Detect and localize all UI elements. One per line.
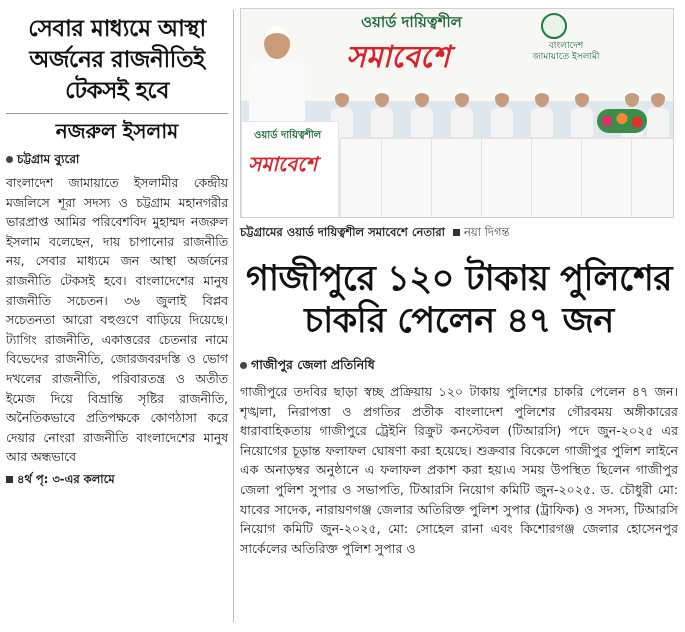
photo-caption <box>240 224 678 240</box>
photo-source: নয়া দিগন্ত <box>464 225 510 239</box>
person-figure <box>411 89 433 137</box>
news-photo[interactable] <box>240 8 674 218</box>
podium <box>241 121 339 218</box>
person-figure <box>531 89 553 137</box>
right-article-body: গাজীপুরে তদবির ছাড়া স্বচ্ছ প্রক্রিয়ায় ১২০ টাকায় পুলিশের চাকরি পেলেন ৪৭ জন। শৃঙ্খলা, নিরাপত্তা ও প্রগতির প্রতীক বাংলাদেশ পুলিশের গৌরবময় অঙ্গীকারের ধারাবাহিকতায় গাজীপুরে ট্রেইনি রিক্রুট কনস্টেবল (টিআরসি) পদে জুন-২০২৫ এর নিয়োগের চূড়ান্ত ফলাফল ঘোষণা করা হয়েছে। শুক্রবার বিকেলে গাজীপুর পুলিশ লাইনে এক অনাড়ম্বর অনুষ্ঠানে এ ফলাফল প্রকাশ করা হয়।এ সময় উপস্থিত ছিলেন গাজীপুর জেলা পুলিশ সুপার ও সভাপতি, টিআরসি নিয়োগ কমিটি জুন-২০২৫. ড. চৌধুরী মো: যাবের সাদেক, নারায়ণগঞ্জ জেলার অতিরিক্ত পুলিশ সুপার (ট্রাফিক) ও সদস্য, টিআরসি নিয়োগ কমিটি জুন-২০২৫, মো: সোহেল রানা এবং কিশোরগঞ্জ জেলার হোসেনপুর সার্কেলের অতিরিক্ত পুলিশ সুপার ও <box>240 384 678 556</box>
bullet-icon <box>240 362 247 369</box>
person-figure <box>647 89 669 137</box>
podium-top-text: ওয়ার্ড দায়িত্বশীল <box>254 130 322 141</box>
flower-arrangement <box>597 109 647 133</box>
party-logo-icon <box>541 13 567 39</box>
bureau-line <box>6 150 228 168</box>
square-separator-icon <box>453 229 460 236</box>
left-article <box>6 0 228 632</box>
right-headline: গাজীপুরে ১২০ টাকায় পুলিশের চাকরি পেলেন ৪৭ জন <box>245 259 673 341</box>
right-column <box>240 8 678 632</box>
head-table <box>341 137 673 218</box>
logo-text: বাংলাদেশ জামায়াতে ইসলামী <box>532 41 600 62</box>
person-figure <box>371 89 393 137</box>
caption-text: চট্টগ্রামের ওয়ার্ড দায়িত্বশীল সমাবেশে নেতারা <box>240 225 445 239</box>
bureau-label: চট্টগ্রাম ব্যুরো <box>17 152 80 166</box>
bullet-icon <box>6 156 13 163</box>
dateline <box>240 356 678 374</box>
square-bullet-icon <box>6 476 13 483</box>
left-headline: সেবার মাধ্যমে আস্থা অর্জনের রাজনীতিই টেকসই হবে <box>28 16 206 104</box>
person-figure <box>571 89 593 137</box>
banner-top-text: ওয়ার্ড দায়িত্বশীল <box>361 13 462 31</box>
left-article-body: বাংলাদেশ জামায়াতে ইসলামীর কেন্দ্রীয় মজলিসে শূরা সদস্য ও চট্টগ্রাম মহানগরীর ভারপ্রাপ্ত আমির পরিবেশবিদ মুহাম্মদ নজরুল ইসলাম বলেছেন, দায় চাপানোর রাজনীতি নয়, সেবার মাধ্যমে জন আস্থা অর্জনের রাজনীতি টেকসই হবে। বাংলাদেশের মানুষ রাজনীতি সচেতন। ৩৬ জুলাই বিপ্লব সচেতনতা আরো বহুগুণে বাড়িয়ে দিয়েছে। ট্যাগিং রাজনীতি, একাত্তরের চেতনার নামে বিভেদের রাজনীতি, জোরজবরদস্তি ও ভোগ দখলের রাজনীতি, পরিবারতন্ত্র ও অতীত ইমেজ দিয়ে বিভ্রান্তি সৃষ্টির রাজনীতি, অনৈতিকভাবে প্রতিপক্ষকে কোণঠাসা করে দেয়ার নোংরা রাজনীতি বাংলাদেশের মানুষ আর অন্ধভাবে <box>6 176 228 465</box>
person-figure <box>451 89 473 137</box>
podium-title-text: সমাবেশে <box>248 152 318 176</box>
banner-title-text: সমাবেশে <box>346 40 450 75</box>
column-divider <box>233 10 234 622</box>
continued-label: ৪র্থ পৃ: ৩-এর কলামে <box>17 471 115 486</box>
person-figure <box>491 89 513 137</box>
headline-rule <box>6 113 228 114</box>
author-name: নজরুল ইসলাম <box>55 119 179 143</box>
dateline-label: গাজীপুর জেলা প্রতিনিধি <box>251 357 375 372</box>
continued-line[interactable] <box>6 470 228 488</box>
